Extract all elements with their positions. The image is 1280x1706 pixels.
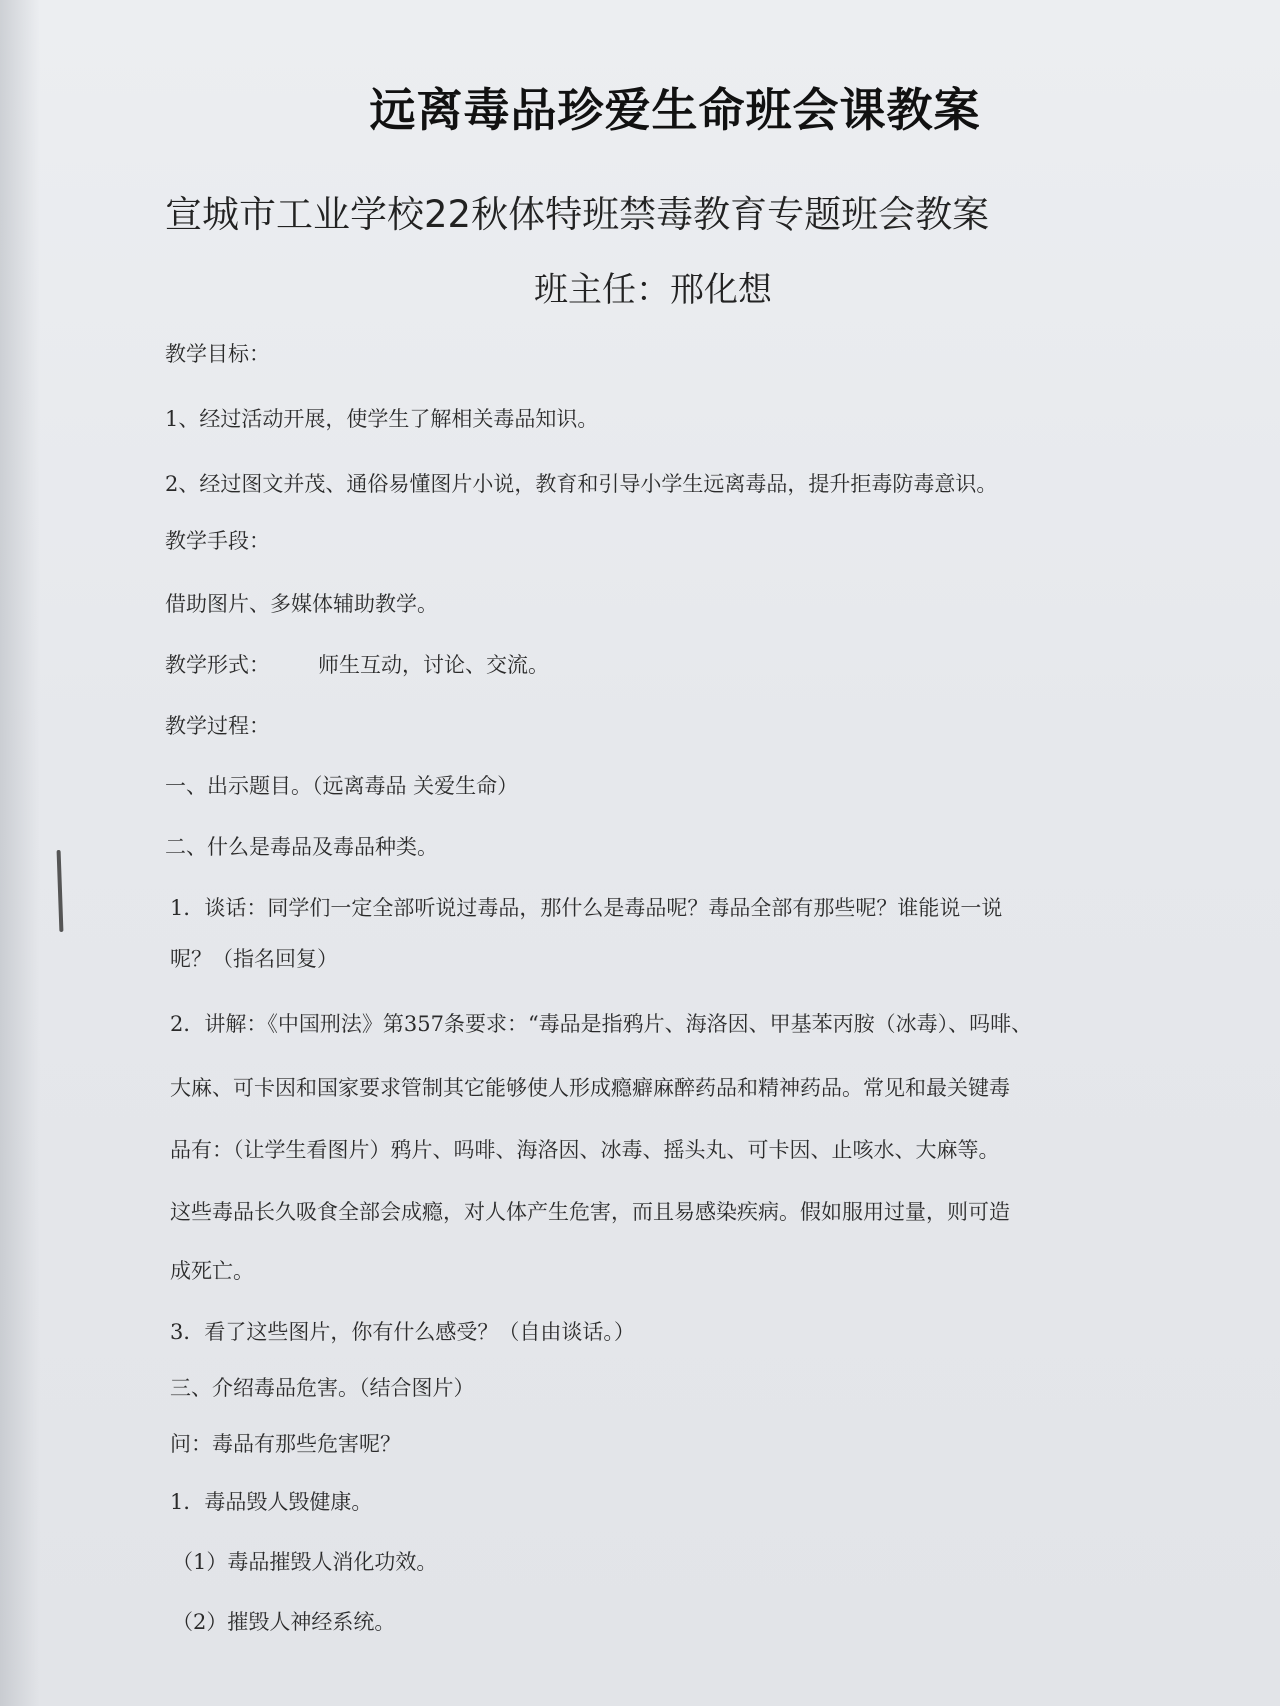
process-item: 一、出示题目。（远离毒品 关爱生命） xyxy=(165,774,519,798)
section-heading-form: 教学形式： xyxy=(165,653,270,677)
paragraph-line: 这些毒品长久吸食全部会成瘾，对人体产生危害，而且易感染疾病。假如服用过量，则可造 xyxy=(170,1200,1010,1224)
pen-mark xyxy=(57,850,64,932)
paragraph-line: 2．讲解：《中国刑法》第357条要求：“毒品是指鸦片、海洛因、甲基苯丙胺（冰毒）、吗啡、 xyxy=(170,1012,1033,1036)
paragraph-line: 品有：（让学生看图片）鸦片、吗啡、海洛因、冰毒、摇头丸、可卡因、止咳水、大麻等。 xyxy=(170,1138,1000,1162)
paragraph-line: 1．谈话：同学们一定全部听说过毒品，那什么是毒品呢？毒品全部有那些呢？谁能说一说 xyxy=(170,896,1003,920)
form-text: 师生互动，讨论、交流。 xyxy=(318,653,549,677)
paragraph-line: （2）摧毁人神经系统。 xyxy=(172,1610,396,1634)
document-subtitle: 宣城市工业学校22秋体特班禁毒教育专题班会教案 xyxy=(165,193,990,236)
section-heading-objectives: 教学目标： xyxy=(165,342,270,366)
paragraph-line: 3．看了这些图片，你有什么感受？（自由谈话。） xyxy=(170,1320,635,1344)
process-item: 二、什么是毒品及毒品种类。 xyxy=(165,835,438,859)
means-text: 借助图片、多媒体辅助教学。 xyxy=(165,592,438,616)
paragraph-line: 问：毒品有那些危害呢？ xyxy=(170,1432,401,1456)
section-heading-process: 教学过程： xyxy=(165,714,270,738)
paragraph-line: （1）毒品摧毁人消化功效。 xyxy=(172,1550,438,1574)
paragraph-line: 1．毒品毁人毁健康。 xyxy=(170,1490,373,1514)
paragraph-line: 呢？（指名回复） xyxy=(170,947,338,971)
teacher-name: 班主任：邢化想 xyxy=(534,270,772,310)
section-heading-means: 教学手段： xyxy=(165,529,270,553)
objective-item: 1、经过活动开展，使学生了解相关毒品知识。 xyxy=(165,407,599,431)
paragraph-line: 大麻、可卡因和国家要求管制其它能够使人形成瘾癖麻醉药品和精神药品。常见和最关键毒 xyxy=(170,1076,1010,1100)
objective-item: 2、经过图文并茂、通俗易懂图片小说，教育和引导小学生远离毒品，提升拒毒防毒意识。 xyxy=(165,472,998,496)
paragraph-line: 成死亡。 xyxy=(170,1259,254,1283)
process-item: 三、介绍毒品危害。（结合图片） xyxy=(170,1376,475,1400)
form-line xyxy=(165,649,549,679)
document-title: 远离毒品珍爱生命班会课教案 xyxy=(369,83,981,137)
